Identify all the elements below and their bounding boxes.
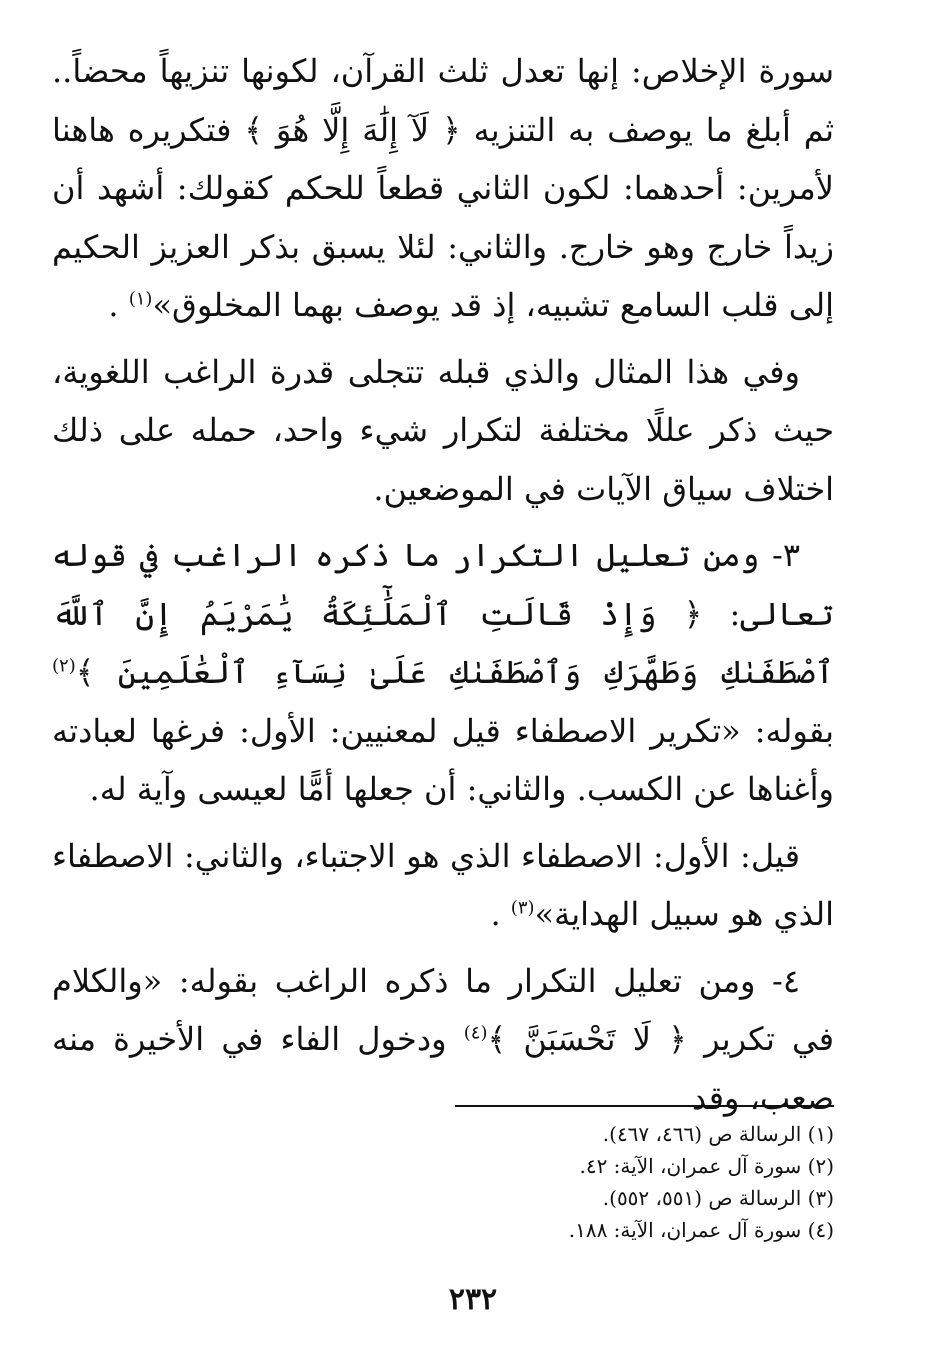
paragraph-5-text-b: ودخول الفاء في الأخيرة منه صعب، وقد [52,1020,834,1117]
footnote-3: (٣) الرسالة ص (٥٥١، ٥٥٢). [602,1186,834,1210]
footnote-2: (٢) سورة آل عمران، الآية: ٤٢. [579,1154,834,1178]
paragraph-4-end: . [490,895,501,933]
footnotes-list [300,1118,834,1246]
footnote-ref-3: (٣) [510,897,535,919]
paragraph-2-text: وفي هذا المثال والذي قبله تتجلى قدرة الراغب اللغوية، حيث ذكر عللًا مختلفة لتكرار شيء واحد، حمله على ذلك اختلاف سياق الآيات في الموضعين. [52,352,834,508]
paragraph-4 [52,827,834,944]
paragraph-1-end: . [108,286,119,324]
footnote-ref-1: (١) [128,288,153,310]
footnote-divider [455,1105,834,1107]
footnote-4: (٤) سورة آل عمران، الآية: ١٨٨. [568,1218,834,1242]
paragraph-1-text: سورة الإخلاص: إنها تعدل ثلث القرآن، لكونها تنزيهاً محضاً.. ثم أبلغ ما يوصف به التنزيه ﴿ لَآ إِلَٰهَ إِلَّا هُوَ ﴾ فتكريره هاهنا لأمرين: أحدهما: لكون الثاني قطعاً للحكم كقولك: أشهد أن زيداً خارج وهو خارج. والثاني: لئلا يسبق بذكر العزيز الحكيم إلى قلب السامع تشبيه، إذ قد يوصف بهما المخلوق» [52,52,834,324]
paragraph-3-text-a: ٣- ومن تعليل التكرار ما ذكره الراغب في قوله تعالى: ﴿ وَإِذْ قَالَتِ ٱلْمَلَٰٓئِكَةُ يَٰمَرْيَمُ إِنَّ ٱللَّهَ ٱصْطَفَىٰكِ وَطَهَّرَكِ وَٱصْطَفَىٰكِ عَلَىٰ نِسَآءِ ٱلْعَٰلَمِينَ ﴾ [52,536,834,691]
paragraph-1 [52,42,834,335]
paragraph-4-text: قيل: الأول: الاصطفاء الذي هو الاجتباء، والثاني: الاصطفاء الذي هو سبيل الهداية» [52,836,834,933]
paragraph-5-text-a: ٤- ومن تعليل التكرار ما ذكره الراغب بقوله: «والكلام في تكرير ﴿ لَا تَحْسَبَنَّ ﴾ [52,961,835,1058]
body-text [52,42,834,1127]
page-number: ٢٣٢ [448,1282,498,1317]
footnote-ref-4: (٤) [463,1022,488,1044]
footnote-1: (١) الرسالة ص (٤٦٦، ٤٦٧). [602,1122,834,1146]
paragraph-5 [52,952,834,1128]
paragraph-3-text-b: بقوله: «تكرير الاصطفاء قيل لمعنيين: الأول: فرغها لعبادته وأغناها عن الكسب. والثاني: أن جعلها أمًّا لعيسى وآية له. [52,711,834,808]
paragraph-2 [52,343,834,519]
paragraph-3 [52,526,834,819]
footnote-ref-2: (٢) [52,655,76,677]
